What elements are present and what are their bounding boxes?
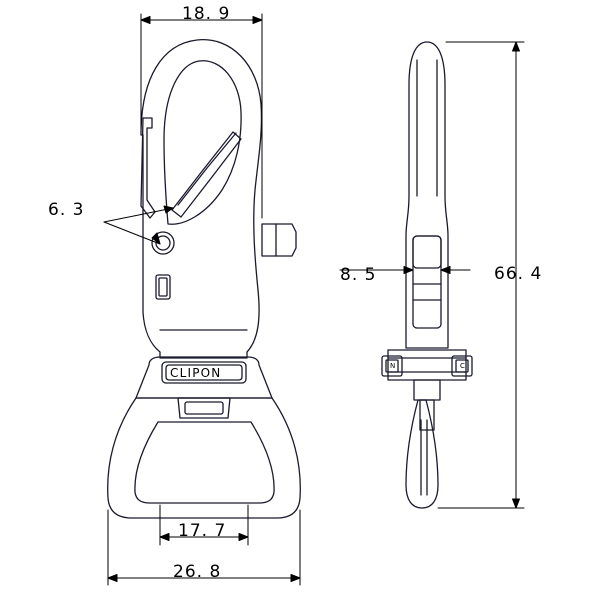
dimension-label-top-width: 18. 9 [182,4,231,24]
side-rivet-right-text: C [460,362,465,370]
side-rivet-left-text: N [390,362,396,370]
side-view-geometry [382,42,472,508]
dimension-label-gate-detail: 6. 3 [48,200,85,220]
front-view-geometry [108,40,301,518]
dimension-label-bottom-inner-width: 17. 7 [178,521,227,541]
dimension-label-total-height: 66. 4 [494,264,543,284]
dimension-label-side-width: 8. 5 [340,265,377,285]
dimension-label-bottom-outer-width: 26. 8 [173,562,222,582]
brand-badge-text: CLIPON [170,366,222,380]
